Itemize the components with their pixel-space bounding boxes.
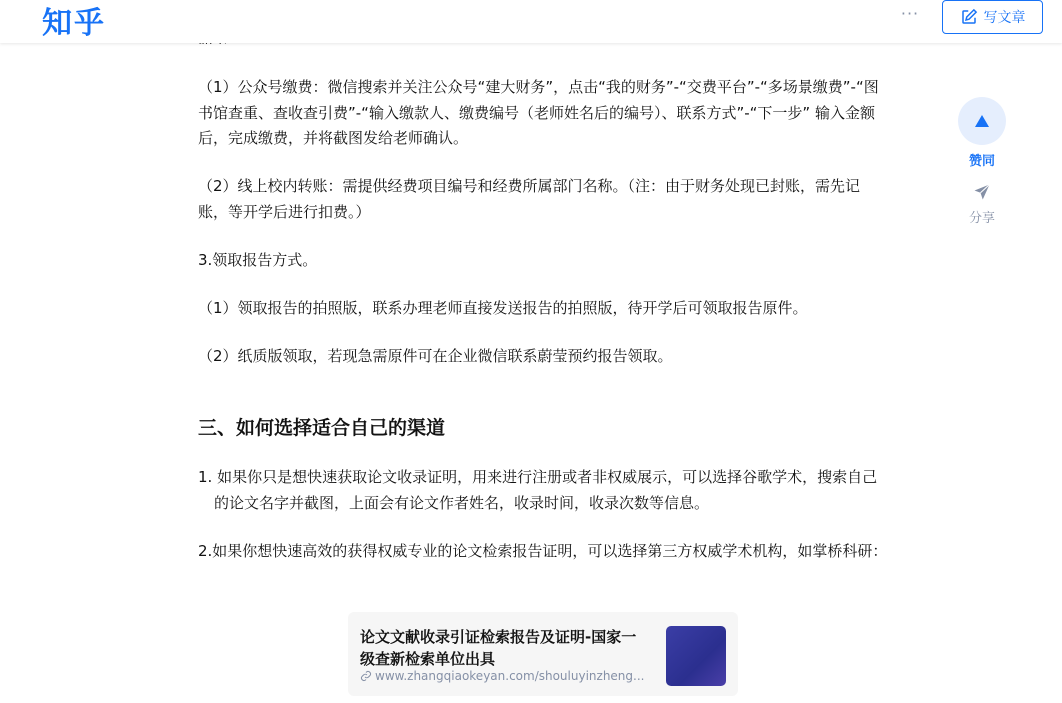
edit-icon [960, 8, 978, 26]
paragraph-report-method: 3.领取报告方式。 [198, 251, 318, 269]
list-item: 1. 如果你只是想快速获取论文收录证明，用来进行注册或者非权威展示，可以选择谷歌学术，搜索自己的论文名字并截图，上面会有论文作者姓名，收录时间，收录次数等信息。 [198, 468, 878, 512]
paragraph-report-photo: （1）领取报告的拍照版，联系办理老师直接发送报告的拍照版，待开学后可领取报告原件。 [198, 299, 808, 317]
action-sidebar [958, 97, 1006, 226]
upvote-label: 赞同 [968, 154, 995, 169]
paragraph-report-paper: （2）纸质版领取，若现急需原件可在企业微信联系蔚莹预约报告领取。 [198, 347, 673, 365]
write-article-label: 写文章 [983, 10, 1026, 26]
zhihu-logo[interactable]: 知乎 [42, 6, 106, 41]
share-button[interactable] [958, 183, 1006, 201]
triangle-up-icon [975, 115, 989, 127]
upvote-button[interactable] [958, 97, 1006, 145]
top-bar [0, 0, 1062, 43]
write-article-button[interactable] [942, 0, 1043, 34]
link-card-title: 论文文献收录引证检索报告及证明-国家一级查新检索单位出具 [360, 628, 637, 668]
share-label: 分享 [968, 211, 995, 226]
paragraph-option-2: 2.如果你想快速高效的获得权威专业的论文检索报告证明，可以选择第三方权威学术机构，如掌桥科研： [198, 542, 888, 560]
paragraph-payment-wechat: （1）公众号缴费：微信搜索并关注公众号“建大财务”，点击“我的财务”-“交费平台”-“多场景缴费”-“图书馆查重、查收查引费”-“输入缴款人、缴费编号（老师姓名后的编号）、联系方式”-“下一步” 输入金额后，完成缴费，并将截图发给老师确认。 [198, 78, 879, 147]
link-card-thumbnail [666, 626, 726, 686]
link-card-url-text: www.zhangqiaokeyan.com/shouluyinzheng... [375, 669, 645, 683]
section-heading: 三、如何选择适合自己的渠道 [198, 417, 446, 439]
link-card[interactable] [348, 612, 738, 696]
paragraph-payment-transfer: （2）线上校内转账：需提供经费项目编号和经费所属部门名称。（注：由于财务处现已封账，需先记账，等开学后进行扣费。） [198, 177, 861, 221]
link-card-url [360, 669, 650, 683]
paper-plane-icon [973, 183, 991, 201]
more-options-button[interactable]: ··· [900, 4, 920, 23]
link-icon [360, 670, 372, 682]
